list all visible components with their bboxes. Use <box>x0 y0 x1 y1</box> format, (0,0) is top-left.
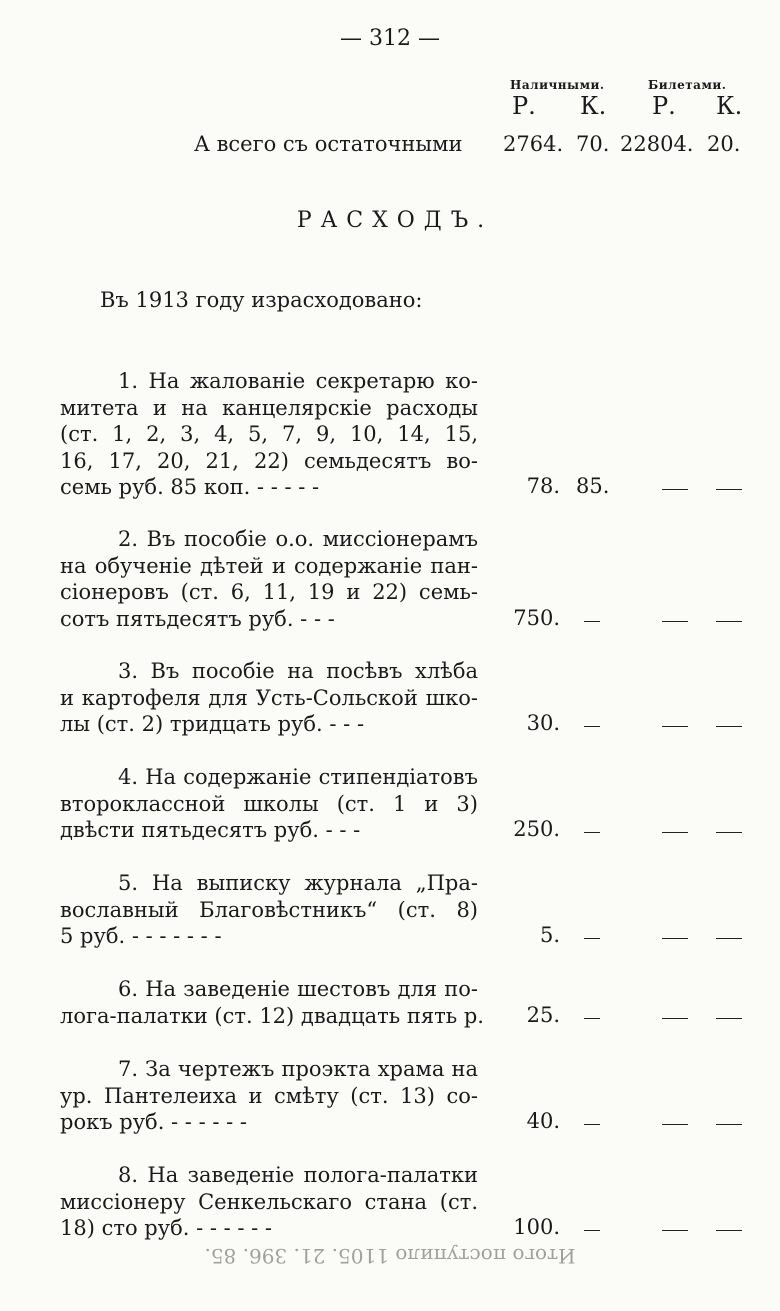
expense-amount: 40. <box>526 1109 560 1133</box>
expense-item-line: 4. На содержаніе стипендіатовъ <box>118 765 478 789</box>
expense-item-line: митета и на канцелярскіе расходы <box>60 395 478 420</box>
intro-line: Въ 1913 году израсходовано: <box>100 288 423 312</box>
expense-item-line: 3. Въ пособіе на посѣвъ хлѣба <box>118 659 478 683</box>
ticket-dash <box>662 832 688 833</box>
expense-item <box>60 658 478 738</box>
expense-item-line: лога-палатки (ст. 12) двадцать пять р. <box>60 1003 484 1028</box>
total-cash-kop: 70. <box>576 132 610 156</box>
tickets-column-header: Билетами. <box>648 78 727 92</box>
ticket-dash <box>662 489 688 490</box>
total-tickets-kop: 20. <box>707 132 741 156</box>
expense-amount: 25. <box>526 1002 560 1027</box>
ticket-dash <box>716 1124 742 1125</box>
expense-item <box>60 368 478 501</box>
cash-kop-header: К. <box>580 92 607 120</box>
ticket-dash <box>716 1018 742 1019</box>
expense-amount: 100. <box>513 1215 560 1239</box>
kop-dash <box>584 832 600 833</box>
expense-amount: 5. <box>539 923 560 947</box>
expense-amount: 750. <box>513 605 560 630</box>
ticket-dash <box>662 1124 688 1125</box>
cash-column-header: Наличными. <box>510 78 605 92</box>
ticket-dash <box>716 832 742 833</box>
expense-item-line: сіонеровъ (ст. 6, 11, 19 и 22) семь- <box>60 580 478 604</box>
expense-item-line: 6. На заведеніе шестовъ для по- <box>118 977 478 1001</box>
kop-dash <box>584 1230 600 1231</box>
ticket-dash <box>716 1230 742 1231</box>
expense-item-line: сотъ пятьдесятъ руб. - - - <box>60 606 335 631</box>
ticket-dash <box>662 621 688 622</box>
expense-item-line: 5 руб. - - - - - - - <box>60 924 222 948</box>
total-tickets-rub: 22804. <box>620 132 694 156</box>
expense-item-line: 2. Въ пособіе о.о. миссіонерамъ <box>118 527 478 551</box>
expense-item <box>60 526 478 632</box>
expense-item-line: 16, 17, 20, 21, 22) семьдесятъ во- <box>60 448 478 473</box>
page-number: — 312 — <box>340 26 440 51</box>
expense-item-line: на обученіе дѣтей и содержаніе пан- <box>60 553 478 578</box>
bleed-through-text: Итого поступило 1105. 21. 396. 85. <box>204 1244 576 1268</box>
expense-item-line: семь руб. 85 коп. - - - - - <box>60 475 320 499</box>
expense-item-line: (ст. 1, 2, 3, 4, 5, 7, 9, 10, 14, 15, <box>60 422 478 446</box>
expense-item-line: вославный Благовѣстникъ“ (ст. 8) <box>60 897 478 922</box>
kop-dash <box>584 1018 600 1019</box>
expense-item-line: 18) сто руб. - - - - - - <box>60 1216 273 1240</box>
tickets-rub-header: Р. <box>652 92 676 120</box>
expense-item-line: второклассной школы (ст. 1 и 3) <box>60 791 478 816</box>
expense-item <box>60 870 478 950</box>
expense-item-line: и картофеля для Усть-Сольской шко- <box>60 685 478 710</box>
expense-amount: 30. <box>526 711 560 735</box>
expense-kop: 85. <box>576 474 610 498</box>
total-cash-rub: 2764. <box>503 132 564 156</box>
expense-item-line: двѣсти пятьдесятъ руб. - - - <box>60 818 361 842</box>
expense-item-line: ур. Пантелеиха и смѣту (ст. 13) со- <box>60 1083 478 1108</box>
ticket-dash <box>662 938 688 939</box>
expense-item-line: миссіонеру Сенкельскаго стана (ст. <box>60 1189 478 1214</box>
expense-item-line: лы (ст. 2) тридцать руб. - - - <box>60 712 365 736</box>
ticket-dash <box>662 726 688 727</box>
section-title: РАСХОДЪ. <box>296 208 494 233</box>
ticket-dash <box>716 938 742 939</box>
expense-item-line: 7. За чертежъ проэкта храма на <box>118 1057 478 1081</box>
expense-item-line: рокъ руб. - - - - - - <box>60 1110 247 1134</box>
kop-dash <box>584 621 600 622</box>
expense-amount: 78. <box>526 474 560 498</box>
expense-item <box>60 976 484 1029</box>
ticket-dash <box>716 726 742 727</box>
kop-dash <box>584 726 600 727</box>
ticket-dash <box>662 1018 688 1019</box>
expense-amount: 250. <box>513 817 560 841</box>
expense-item <box>60 1162 478 1242</box>
tickets-kop-header: К. <box>716 92 743 120</box>
ticket-dash <box>716 621 742 622</box>
cash-rub-header: Р. <box>512 92 536 120</box>
expense-item-line: 1. На жалованіе секретарю ко- <box>118 369 478 393</box>
kop-dash <box>584 938 600 939</box>
expense-item <box>60 764 478 844</box>
total-label: А всего съ остаточными <box>194 132 463 156</box>
expense-item-line: 8. На заведеніе полога-палатки <box>118 1163 478 1187</box>
kop-dash <box>584 1124 600 1125</box>
ticket-dash <box>716 489 742 490</box>
ticket-dash <box>662 1230 688 1231</box>
expense-item <box>60 1056 478 1136</box>
expense-item-line: 5. На выписку журнала „Пра- <box>118 871 478 895</box>
